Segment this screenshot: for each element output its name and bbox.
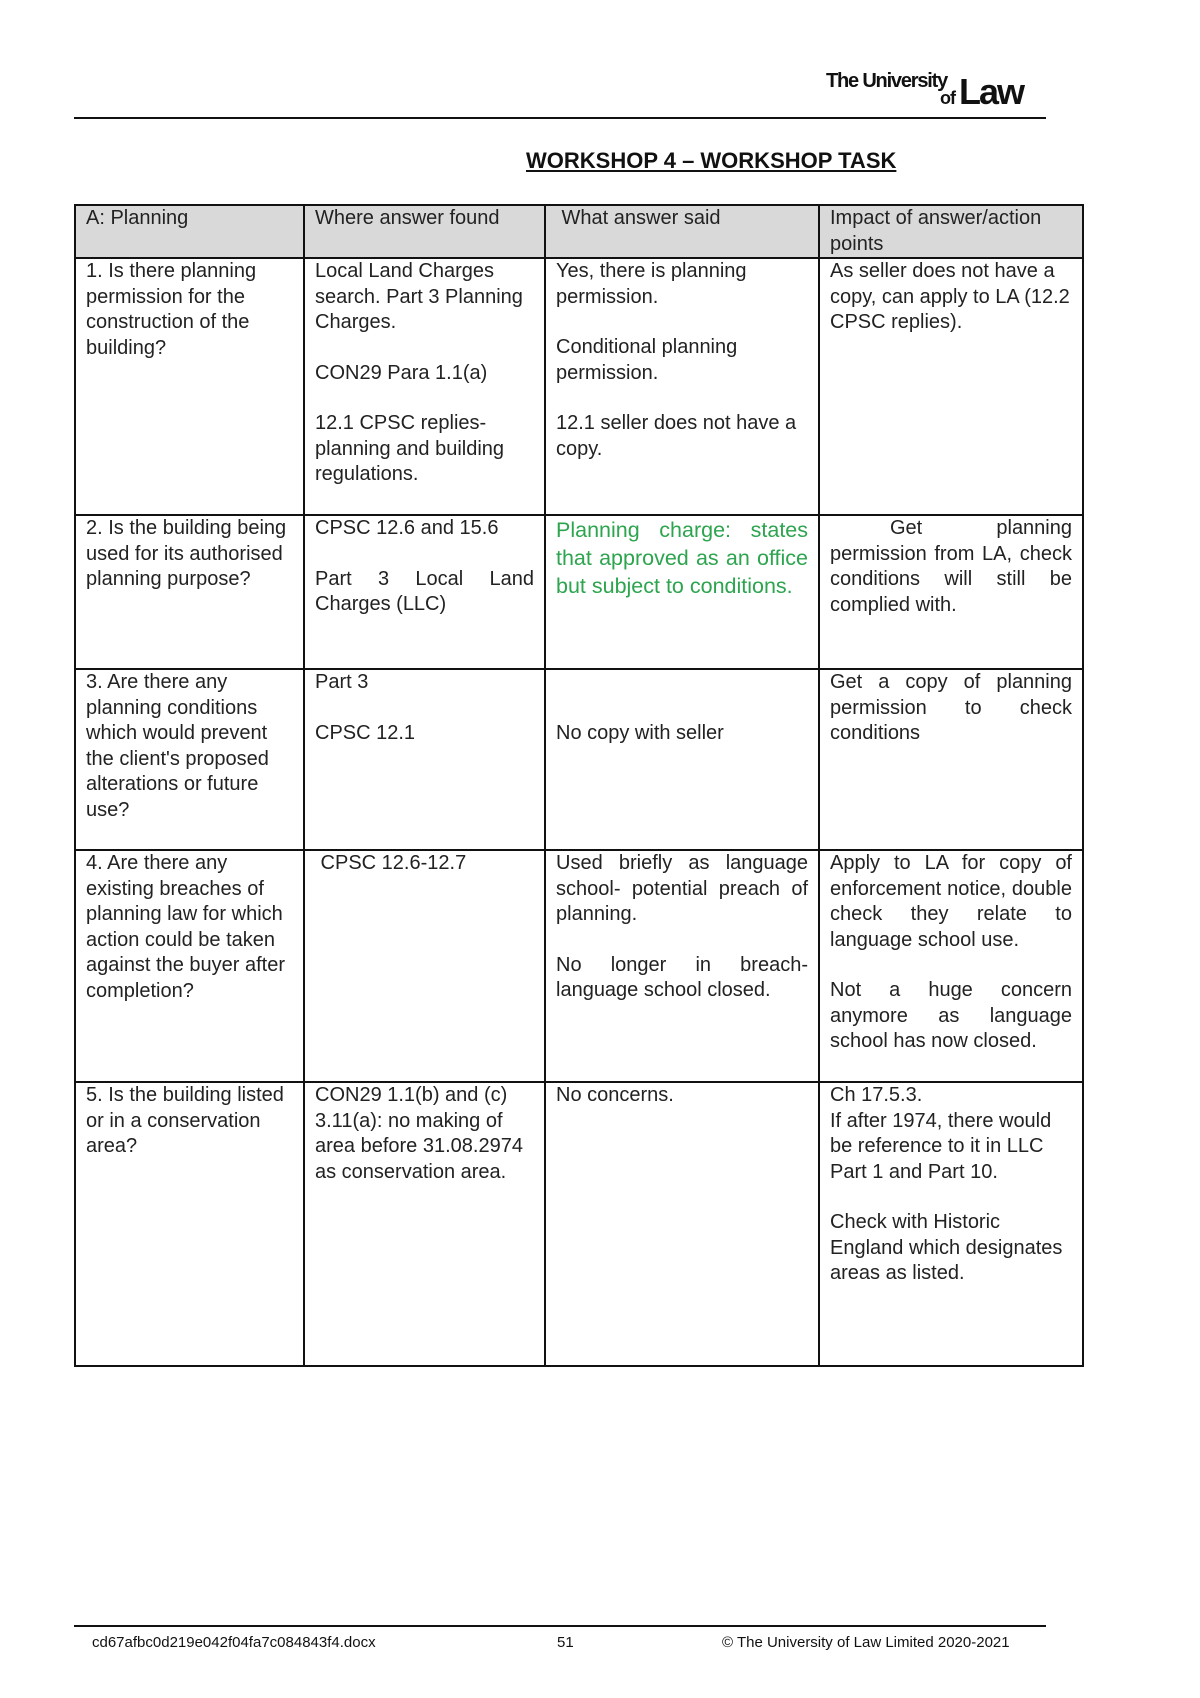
what-cell: Yes, there is planning permission. Conditional planning permission. 12.1 seller does not have a copy. <box>545 258 819 515</box>
impact-cell: Get planning permission from LA, check conditions will still be complied with. <box>819 515 1083 669</box>
column-header: A: Planning <box>75 205 304 258</box>
where-cell: Local Land Charges search. Part 3 Planning Charges. CON29 Para 1.1(a) 12.1 CPSC replies- planning and building regulations. <box>304 258 545 515</box>
logo-of: of <box>940 88 955 108</box>
where-cell: Part 3 CPSC 12.1 <box>304 669 545 850</box>
footer-filename: cd67afbc0d219e042f04fa7c084843f4.docx <box>92 1634 376 1651</box>
where-cell: CON29 1.1(b) and (c) 3.11(a): no making of area before 31.08.2974 as conservation area. <box>304 1082 545 1366</box>
question-cell: 1. Is there planning permission for the construction of the building? <box>75 258 304 515</box>
table-row <box>75 1082 1083 1366</box>
logo-line1: The University <box>826 70 948 92</box>
what-cell: No copy with seller <box>545 669 819 850</box>
impact-cell: As seller does not have a copy, can apply to LA (12.2 CPSC replies). <box>819 258 1083 515</box>
green-annotation: Planning charge: states that approved as an office but subject to conditions. <box>556 518 808 598</box>
where-cell: CPSC 12.6 and 15.6 Part 3 Local Land Charges (LLC) <box>304 515 545 669</box>
question-cell: 3. Are there any planning conditions which would prevent the client's proposed alterations or future use? <box>75 669 304 850</box>
where-cell: CPSC 12.6-12.7 <box>304 850 545 1082</box>
question-cell: 2. Is the building being used for its authorised planning purpose? <box>75 515 304 669</box>
question-cell: 4. Are there any existing breaches of planning law for which action could be taken against the buyer after completion? <box>75 850 304 1082</box>
footer-rule <box>74 1625 1046 1627</box>
column-header: What answer said <box>545 205 819 258</box>
what-cell: Used briefly as language school- potential preach of planning. No longer in breach- language school closed. <box>545 850 819 1082</box>
workshop-table <box>74 204 1084 1367</box>
table-row <box>75 850 1083 1082</box>
column-header: Where answer found <box>304 205 545 258</box>
impact-cell: Get a copy of planning permission to check conditions <box>819 669 1083 850</box>
table-row <box>75 669 1083 850</box>
header-rule <box>74 117 1046 119</box>
what-cell <box>545 515 819 669</box>
question-cell: 5. Is the building listed or in a conservation area? <box>75 1082 304 1366</box>
footer-copyright: © The University of Law Limited 2020-2021 <box>722 1634 1010 1651</box>
footer-page-number: 51 <box>557 1634 574 1651</box>
table-row <box>75 515 1083 669</box>
table-row <box>75 258 1083 515</box>
university-of-law-logo <box>826 66 1036 112</box>
what-cell: No concerns. <box>545 1082 819 1366</box>
table-header-row <box>75 205 1083 258</box>
page-title: WORKSHOP 4 – WORKSHOP TASK <box>526 148 897 173</box>
impact-cell: Ch 17.5.3. If after 1974, there would be reference to it in LLC Part 1 and Part 10. Check with Historic England which designates areas as listed. <box>819 1082 1083 1366</box>
impact-cell: Apply to LA for copy of enforcement notice, double check they relate to language school use. Not a huge concern anymore as language school has now closed. <box>819 850 1083 1082</box>
logo-law: Law <box>959 71 1024 112</box>
column-header: Impact of answer/action points <box>819 205 1083 258</box>
